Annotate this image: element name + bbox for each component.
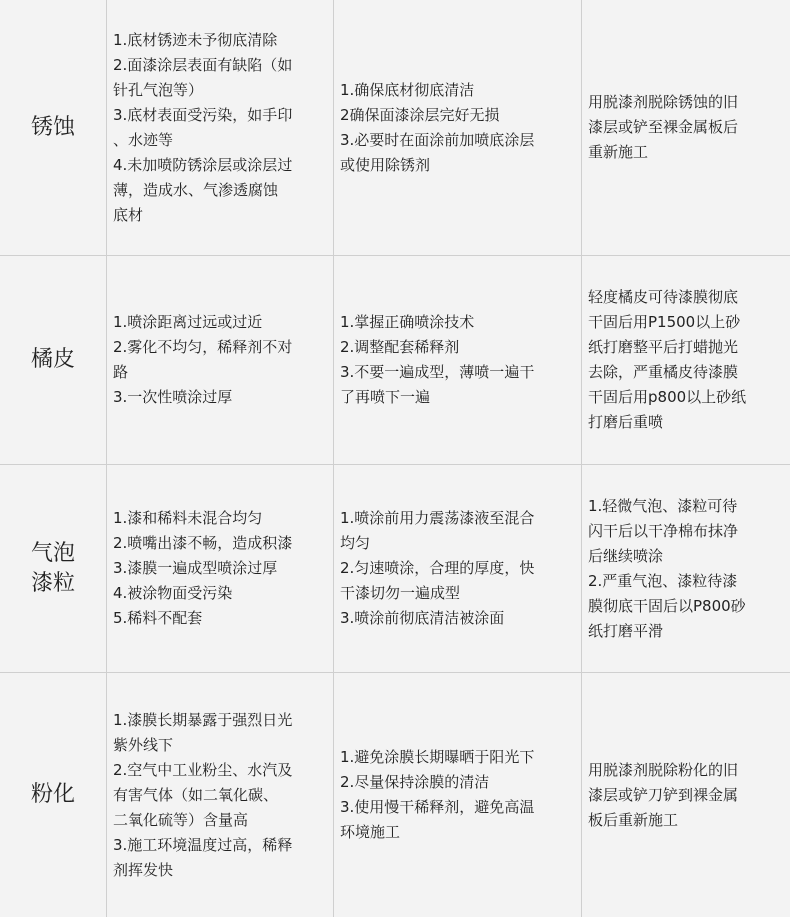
prevention-line: 1.确保底材彻底清洁 <box>340 80 475 99</box>
prevention-line: 1.掌握正确喷涂技术 <box>340 313 475 331</box>
cause-line: 4.被涂物面受污染 <box>113 584 233 602</box>
cause-line: 3.施工环境温度过高，稀释 <box>113 835 293 854</box>
cause-line: 有害气体（如二氧化碳、 <box>113 785 279 804</box>
cause-line: 2.面漆涂层表面有缺陷（如 <box>113 55 293 74</box>
remedy-line: 去除，严重橘皮待漆膜 <box>588 363 739 381</box>
remedy-cell <box>582 0 790 256</box>
causes-cell <box>107 465 334 673</box>
prevention-line: 3.喷涂前彻底清洁被涂面 <box>340 609 505 627</box>
cause-line: 1.喷涂距离过远或过近 <box>113 313 263 331</box>
remedy-line: 打磨后重喷 <box>588 413 664 431</box>
cause-line: 2.雾化不均匀，稀释剂不对 <box>113 338 293 356</box>
defect-name-cell <box>0 256 107 465</box>
defect-name: 锈蚀 <box>30 114 75 140</box>
prevention-line: 2.调整配套稀释剂 <box>340 338 460 356</box>
remedy-line: 膜彻底干固后以P800砂 <box>588 596 746 615</box>
remedy-line: 轻度橘皮可待漆膜彻底 <box>588 288 739 306</box>
cause-line: 3.底材表面受污染，如手印 <box>113 105 293 124</box>
prevention-line: 3.不要一遍成型，薄喷一遍干 <box>340 363 535 381</box>
defect-name-cell <box>0 673 107 917</box>
remedy-line: 干固后用P1500以上砂 <box>588 313 741 331</box>
cause-line: 1.底材锈迹未予彻底清除 <box>113 30 278 49</box>
defect-name: 橘皮 <box>30 347 75 372</box>
remedy-line: 干固后用p800以上砂纸 <box>588 388 747 406</box>
remedy-line: 纸打磨整平后打蜡抛光 <box>588 338 739 356</box>
prevention-line: 2.匀速喷涂，合理的厚度，快 <box>340 559 535 577</box>
causes-cell <box>107 256 334 465</box>
defect-name: 气泡 <box>30 540 75 566</box>
cause-line: 1.漆膜长期暴露于强烈日光 <box>113 710 293 729</box>
cause-line: 紫外线下 <box>113 735 174 754</box>
remedy-line: 漆层或铲至裸金属板后 <box>588 118 739 136</box>
prevention-line: 3.使用慢干稀释剂，避免高温 <box>340 798 535 816</box>
prevention-line: 了再喷下一遍 <box>340 388 431 406</box>
prevention-line: 2.尽量保持涂膜的清洁 <box>340 773 490 791</box>
remedy-line: 后继续喷涂 <box>588 546 664 565</box>
remedy-cell <box>582 465 790 673</box>
cause-line: 4.未加喷防锈涂层或涂层过 <box>113 155 293 174</box>
cause-line: 底材 <box>113 205 144 224</box>
defect-name-cell <box>0 465 107 673</box>
prevention-cell <box>334 465 582 673</box>
cause-line: 、水迹等 <box>113 130 174 149</box>
cause-line: 5.稀料不配套 <box>113 609 203 627</box>
remedy-line: 1.轻微气泡、漆粒可待 <box>588 496 738 515</box>
cause-line: 3.漆膜一遍成型喷涂过厚 <box>113 559 278 577</box>
cause-line: 二氧化硫等）含量高 <box>113 810 249 829</box>
cause-line: 薄，造成水、气渗透腐蚀 <box>113 180 279 199</box>
prevention-cell <box>334 0 582 256</box>
cause-line: 2.空气中工业粉尘、水汽及 <box>113 760 293 779</box>
causes-cell <box>107 0 334 256</box>
defect-name-cell <box>0 0 107 256</box>
remedy-line: 用脱漆剂脱除粉化的旧 <box>588 760 739 779</box>
prevention-line: 干漆切勿一遍成型 <box>340 584 461 602</box>
cause-line: 路 <box>113 363 129 381</box>
prevention-line: 1.避免涂膜长期曝晒于阳光下 <box>340 748 535 766</box>
causes-cell <box>107 673 334 917</box>
defect-name: 漆粒 <box>30 570 75 596</box>
cause-line: 3.一次性喷涂过厚 <box>113 388 233 406</box>
prevention-line: 均匀 <box>340 534 371 552</box>
remedy-line: 闪干后以干净棉布抹净 <box>588 521 739 540</box>
remedy-line: 2.严重气泡、漆粒待漆 <box>588 571 738 590</box>
prevention-line: 环境施工 <box>340 823 401 841</box>
prevention-line: 或使用除锈剂 <box>340 155 431 174</box>
prevention-line: 3.必要时在面涂前加喷底涂层 <box>340 130 535 149</box>
remedy-line: 用脱漆剂脱除锈蚀的旧 <box>588 93 739 111</box>
remedy-line: 板后重新施工 <box>588 810 679 829</box>
remedy-cell <box>582 256 790 465</box>
prevention-line: 2确保面漆涂层完好无损 <box>340 105 500 124</box>
cause-line: 1.漆和稀料未混合均匀 <box>113 509 263 527</box>
remedy-line: 重新施工 <box>588 143 649 161</box>
prevention-cell <box>334 256 582 465</box>
remedy-line: 漆层或铲刀铲到裸金属 <box>588 785 739 804</box>
cause-line: 针孔气泡等） <box>113 80 204 99</box>
defect-name: 粉化 <box>30 782 75 807</box>
cause-line: 2.喷嘴出漆不畅，造成积漆 <box>113 534 293 552</box>
remedy-line: 纸打磨平滑 <box>588 621 664 640</box>
cause-line: 剂挥发快 <box>113 860 174 879</box>
remedy-cell <box>582 673 790 917</box>
prevention-cell <box>334 673 582 917</box>
prevention-line: 1.喷涂前用力震荡漆液至混合 <box>340 509 535 527</box>
